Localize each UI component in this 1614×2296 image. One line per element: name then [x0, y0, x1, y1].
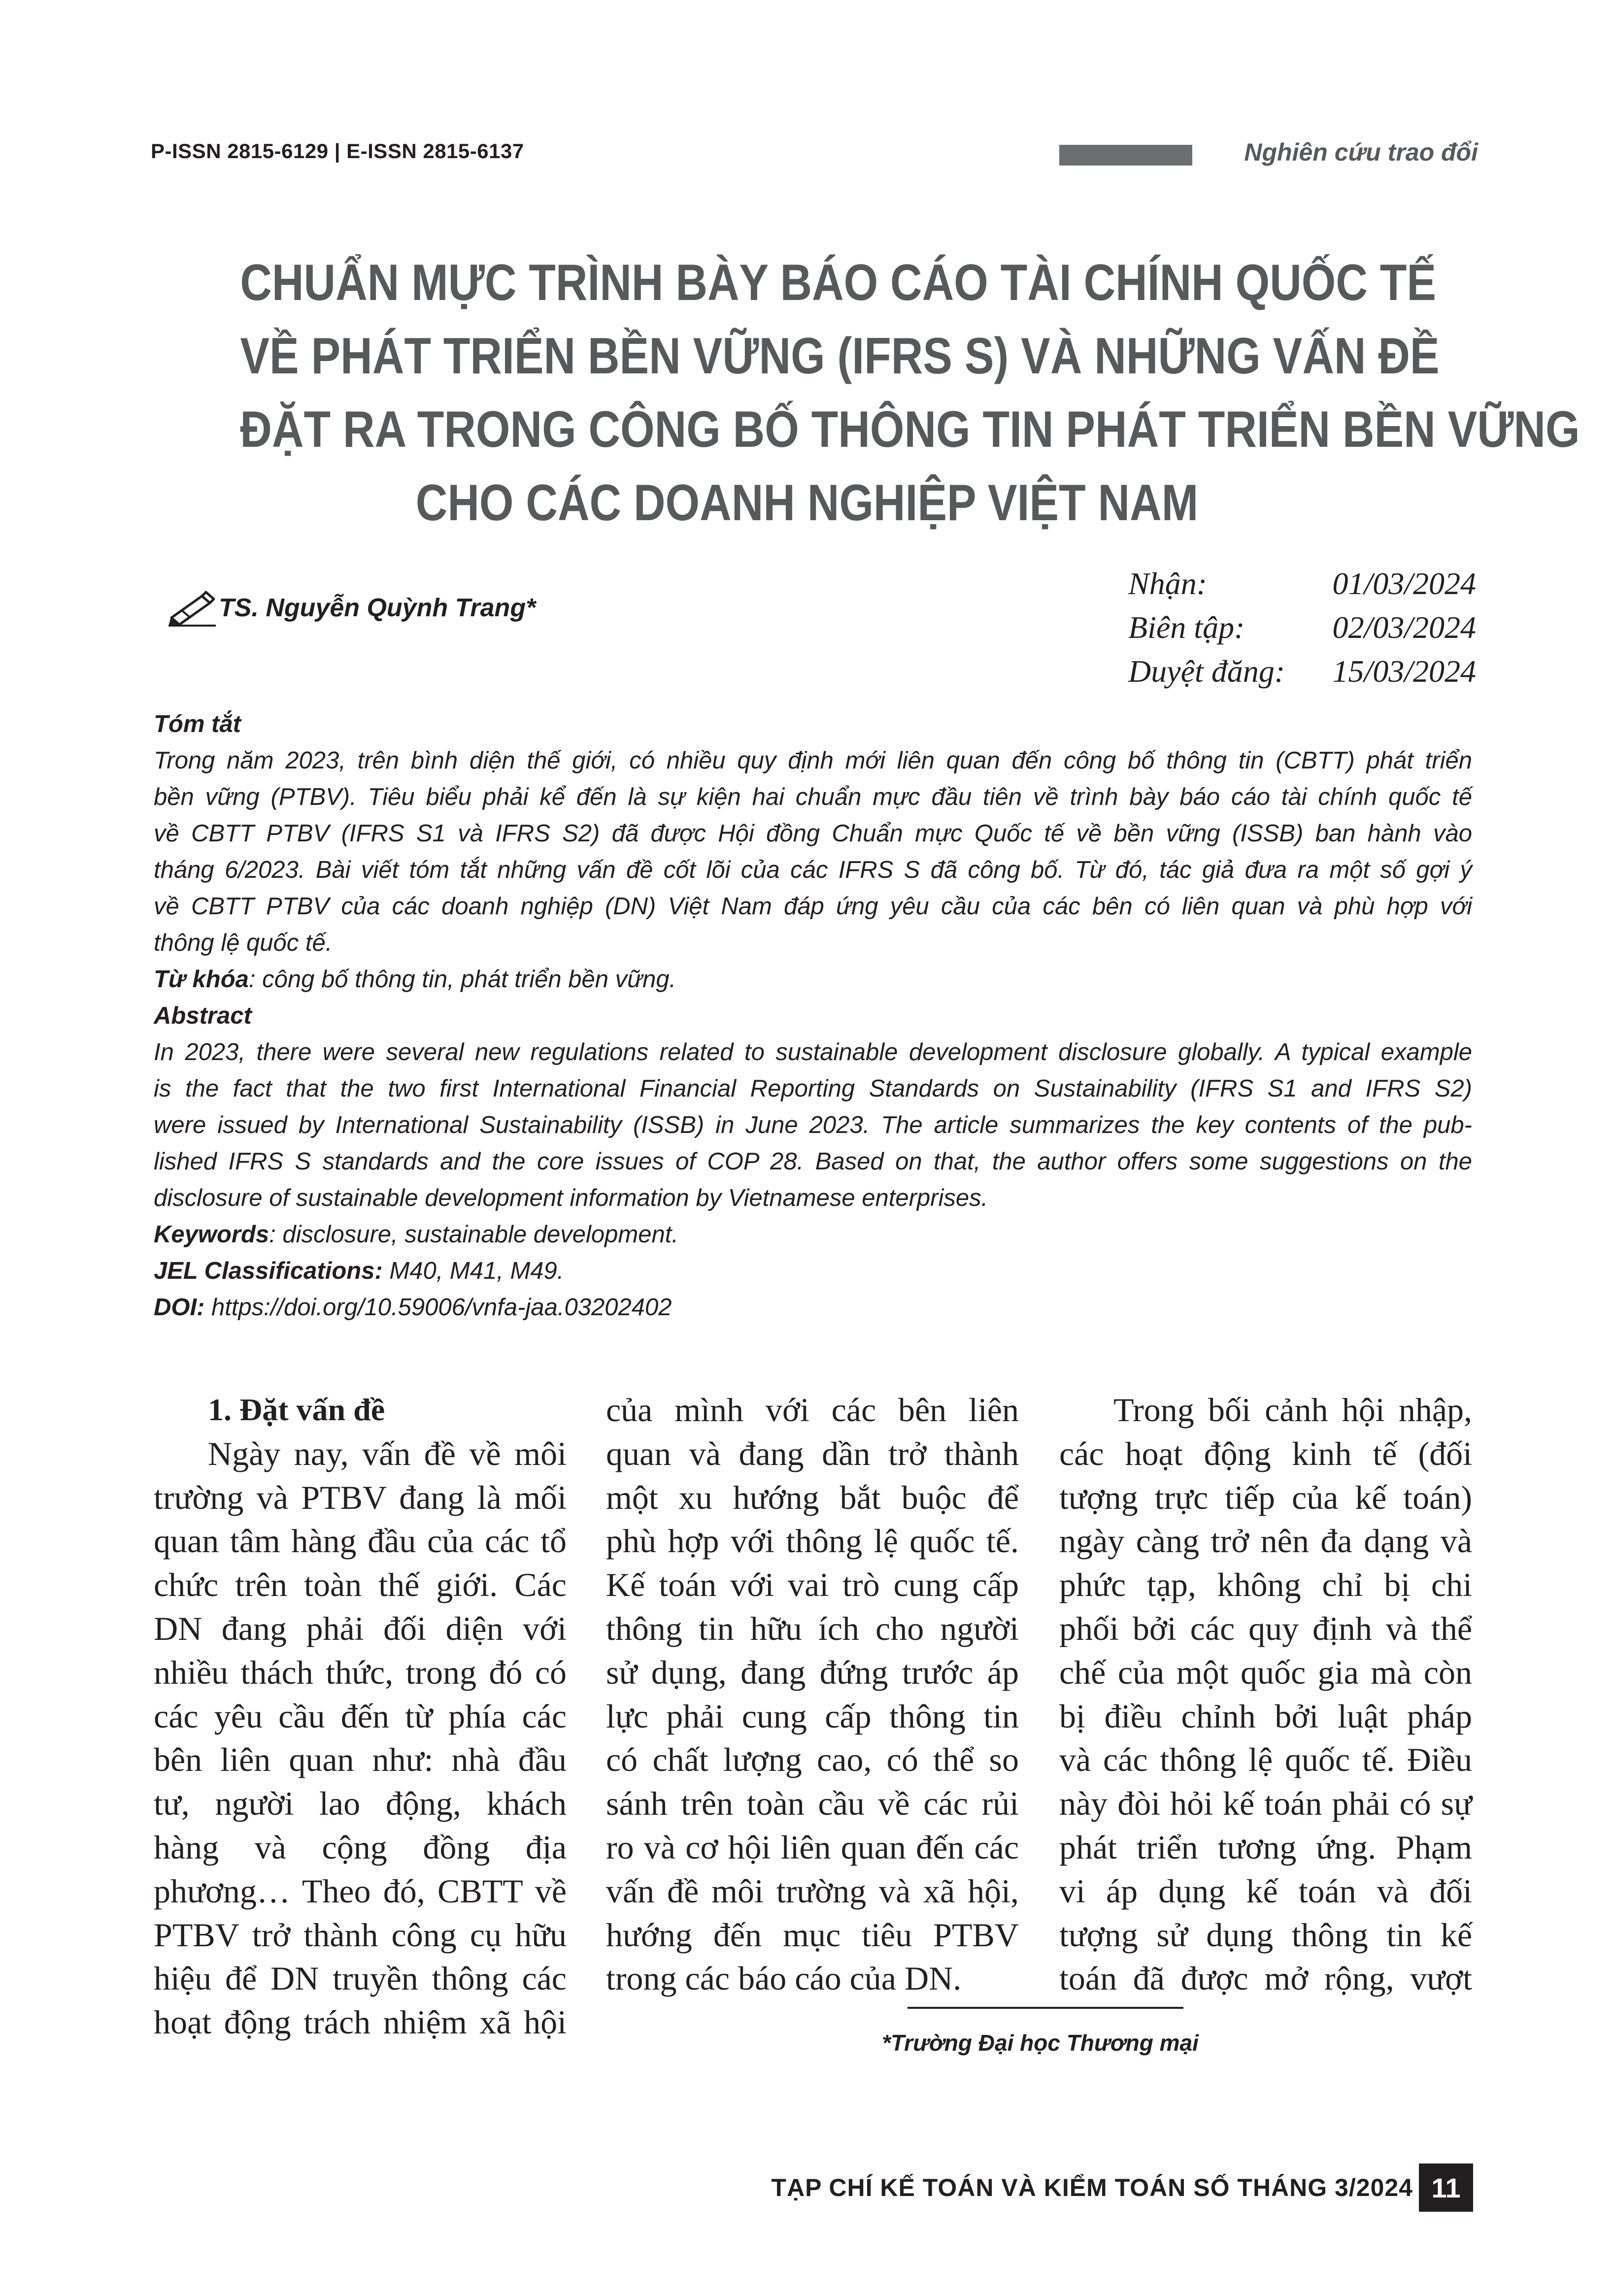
- doi-link[interactable]: https://doi.org/10.59006/vnfa-jaa.03202402: [204, 1294, 672, 1321]
- body-line: của mình với các bên liên: [606, 1391, 1019, 1429]
- abstract-line: is the fact that the two first International Financial Reporting Standards on Sustainability (IFRS S1 and IFRS S2): [154, 1075, 1472, 1102]
- body-line: trong các báo cáo của DN.: [606, 1960, 962, 1997]
- section-label: Nghiên cứu trao đổi: [1244, 138, 1478, 166]
- body-line: các hoạt động kinh tế (đối: [1059, 1434, 1472, 1472]
- summary-line: về CBTT PTBV (IFRS S1 và IFRS S2) đã được Hội đồng Chuẩn mực Quốc tế về bền vững (ISSB) ban hành vào: [154, 820, 1472, 847]
- date-label: Nhận:: [1128, 566, 1207, 601]
- body-line: Ngày nay, vấn đề về môi: [208, 1434, 567, 1472]
- body-line: một xu hướng bắt buộc để: [606, 1478, 1019, 1516]
- body-line: chế của một quốc gia mà còn: [1059, 1653, 1472, 1691]
- pen-writing-icon: [168, 589, 217, 627]
- body-line: tượng trực tiếp của kế toán): [1059, 1478, 1472, 1516]
- body-line: lực phải cung cấp thông tin: [606, 1697, 1019, 1735]
- date-approved: [1128, 649, 1476, 693]
- body-line: quan và đang dần trở thành: [606, 1434, 1019, 1472]
- body-line: ro và cơ hội liên quan đến các: [606, 1828, 1019, 1866]
- body-line: phát triển tương ứng. Phạm: [1059, 1828, 1472, 1866]
- issn-header: P-ISSN 2815-6129 | E-ISSN 2815-6137: [151, 139, 524, 163]
- article-title: [240, 246, 1580, 540]
- abstract-block: [154, 706, 1472, 1326]
- body-line: tư, người lao động, khách: [154, 1785, 567, 1823]
- body-line: tượng sử dụng thông tin kế: [1059, 1916, 1472, 1954]
- body-line: các yêu cầu đến từ phía các: [154, 1697, 567, 1735]
- keywords-text: : disclosure, sustainable development.: [269, 1221, 678, 1248]
- abstract-heading: Abstract: [154, 1002, 252, 1029]
- author-name: TS. Nguyễn Quỳnh Trang*: [219, 594, 536, 622]
- doi-label: DOI:: [154, 1294, 205, 1321]
- title-line: ĐẶT RA TRONG CÔNG BỐ THÔNG TIN PHÁT TRIỂN BỀN VỮNG: [240, 401, 1580, 458]
- body-line: phối bởi các quy định và thể: [1059, 1609, 1472, 1647]
- body-line: phương… Theo đó, CBTT về: [154, 1872, 567, 1910]
- body-column-3: [1059, 1388, 1472, 2000]
- body-line: DN đang phải đối diện với: [154, 1609, 567, 1647]
- date-edited: [1128, 605, 1476, 649]
- body-line: Trong bối cảnh hội nhập,: [1113, 1391, 1472, 1429]
- body-line: thông tin hữu ích cho người: [606, 1609, 1019, 1647]
- body-line: hiệu để DN truyền thông các: [154, 1960, 567, 1997]
- summary-line: tháng 6/2023. Bài viết tóm tắt những vấn đề cốt lõi của các IFRS S đã công bố. Từ đó, tác giả đưa ra một số gợi ý: [154, 857, 1472, 883]
- date-label: Biên tập:: [1128, 610, 1245, 645]
- review-dates: [1128, 562, 1476, 693]
- body-line: chức trên toàn thế giới. Các: [154, 1566, 567, 1604]
- title-line: VỀ PHÁT TRIỂN BỀN VỮNG (IFRS S) VÀ NHỮNG VẤN ĐỀ: [240, 328, 1440, 385]
- summary-line: về CBTT PTBV của các doanh nghiệp (DN) Việt Nam đáp ứng yêu cầu của các bên có liên quan và phù hợp với: [154, 893, 1472, 920]
- abstract-line: lished IFRS S standards and the core issues of COP 28. Based on that, the author offers some suggestions on the: [154, 1148, 1472, 1175]
- body-column-1: [154, 1388, 567, 2044]
- body-line: bị điều chỉnh bởi luật pháp: [1059, 1697, 1472, 1735]
- summary-line: Trong năm 2023, trên bình diện thế giới, có nhiều quy định mới liên quan đến công bố thông tin (CBTT) phát triển: [154, 747, 1472, 774]
- page-number: 11: [1419, 2163, 1473, 2212]
- title-line: CHUẨN MỰC TRÌNH BÀY BÁO CÁO TÀI CHÍNH QUỐC TẾ: [240, 254, 1437, 311]
- body-line: bên liên quan như: nhà đầu: [154, 1741, 567, 1779]
- summary-line: thông lệ quốc tế.: [154, 930, 333, 956]
- jel-text: M40, M41, M49.: [382, 1258, 564, 1284]
- abstract-line: disclosure of sustainable development information by Vietnamese enterprises.: [154, 1185, 988, 1211]
- body-line: hàng và cộng đồng địa: [154, 1828, 567, 1866]
- body-line: có chất lượng cao, có thể so: [606, 1741, 1019, 1779]
- date-label: Duyệt đăng:: [1128, 654, 1285, 689]
- body-line: ngày càng trở nên đa dạng và: [1059, 1522, 1472, 1560]
- date-value: 02/03/2024: [1332, 610, 1476, 645]
- author-row: [168, 589, 536, 627]
- body-line: trường và PTBV đang là mối: [154, 1478, 567, 1516]
- keywords-label: Keywords: [154, 1221, 269, 1248]
- body-line: phù hợp với thông lệ quốc tế.: [606, 1522, 1019, 1560]
- title-line: CHO CÁC DOANH NGHIỆP VIỆT NAM: [415, 474, 1199, 532]
- abstract-line: were issued by International Sustainability (ISSB) in June 2023. The article summarizes the key contents of the pub-: [154, 1112, 1472, 1138]
- journal-name: TẠP CHÍ KẾ TOÁN VÀ KIỂM TOÁN SỐ THÁNG 3/2024: [771, 2174, 1413, 2201]
- body-column-2: [606, 1388, 1019, 2000]
- keywords-en: [154, 1216, 1472, 1253]
- abstract-line: In 2023, there were several new regulations related to sustainable development disclosure globally. A typical example: [154, 1039, 1472, 1065]
- body-line: PTBV trở thành công cụ hữu: [154, 1916, 567, 1954]
- body-line: sánh trên toàn cầu về các rủi: [606, 1785, 1019, 1823]
- jel-label: JEL Classifications:: [154, 1258, 383, 1284]
- body-line: nhiều thách thức, trong đó có: [154, 1653, 567, 1691]
- summary-line: bền vững (PTBV). Tiêu biểu phải kể đến là sự kiện hai chuẩn mực đầu tiên về trình bày báo cáo tài chính quốc tế: [154, 784, 1472, 810]
- author-affiliation-footnote: *Trường Đại học Thương mại: [882, 2030, 1199, 2056]
- footnote-divider: [908, 2007, 1183, 2009]
- keywords-text: : công bố thông tin, phát triển bền vững.: [248, 966, 676, 993]
- body-line: quan tâm hàng đầu của các tổ: [154, 1522, 567, 1560]
- body-line: phức tạp, không chỉ bị chi: [1059, 1566, 1472, 1604]
- body-line: hoạt động trách nhiệm xã hội: [154, 2003, 567, 2041]
- body-line: Kế toán với vai trò cung cấp: [606, 1566, 1019, 1604]
- header-bar: [1059, 145, 1192, 166]
- body-line: sử dụng, đang đứng trước áp: [606, 1653, 1019, 1691]
- jel-classifications: [154, 1253, 1472, 1289]
- body-line: vấn đề môi trường và xã hội,: [606, 1872, 1019, 1910]
- doi: [154, 1289, 1472, 1326]
- keywords-vi: [154, 961, 1472, 998]
- body-line: và các thông lệ quốc tế. Điều: [1059, 1741, 1472, 1779]
- date-value: 01/03/2024: [1332, 566, 1476, 601]
- section-heading: 1. Đặt vấn đề: [208, 1392, 385, 1427]
- body-line: toán đã được mở rộng, vượt: [1059, 1960, 1472, 1997]
- summary-heading: Tóm tắt: [154, 711, 241, 737]
- date-received: [1128, 562, 1476, 605]
- date-value: 15/03/2024: [1332, 654, 1476, 689]
- body-line: vi áp dụng kế toán và đối: [1059, 1872, 1472, 1910]
- keywords-label: Từ khóa: [154, 966, 249, 993]
- body-line: hướng đến mục tiêu PTBV: [606, 1916, 1019, 1954]
- body-line: này đòi hỏi kế toán phải có sự: [1059, 1785, 1472, 1823]
